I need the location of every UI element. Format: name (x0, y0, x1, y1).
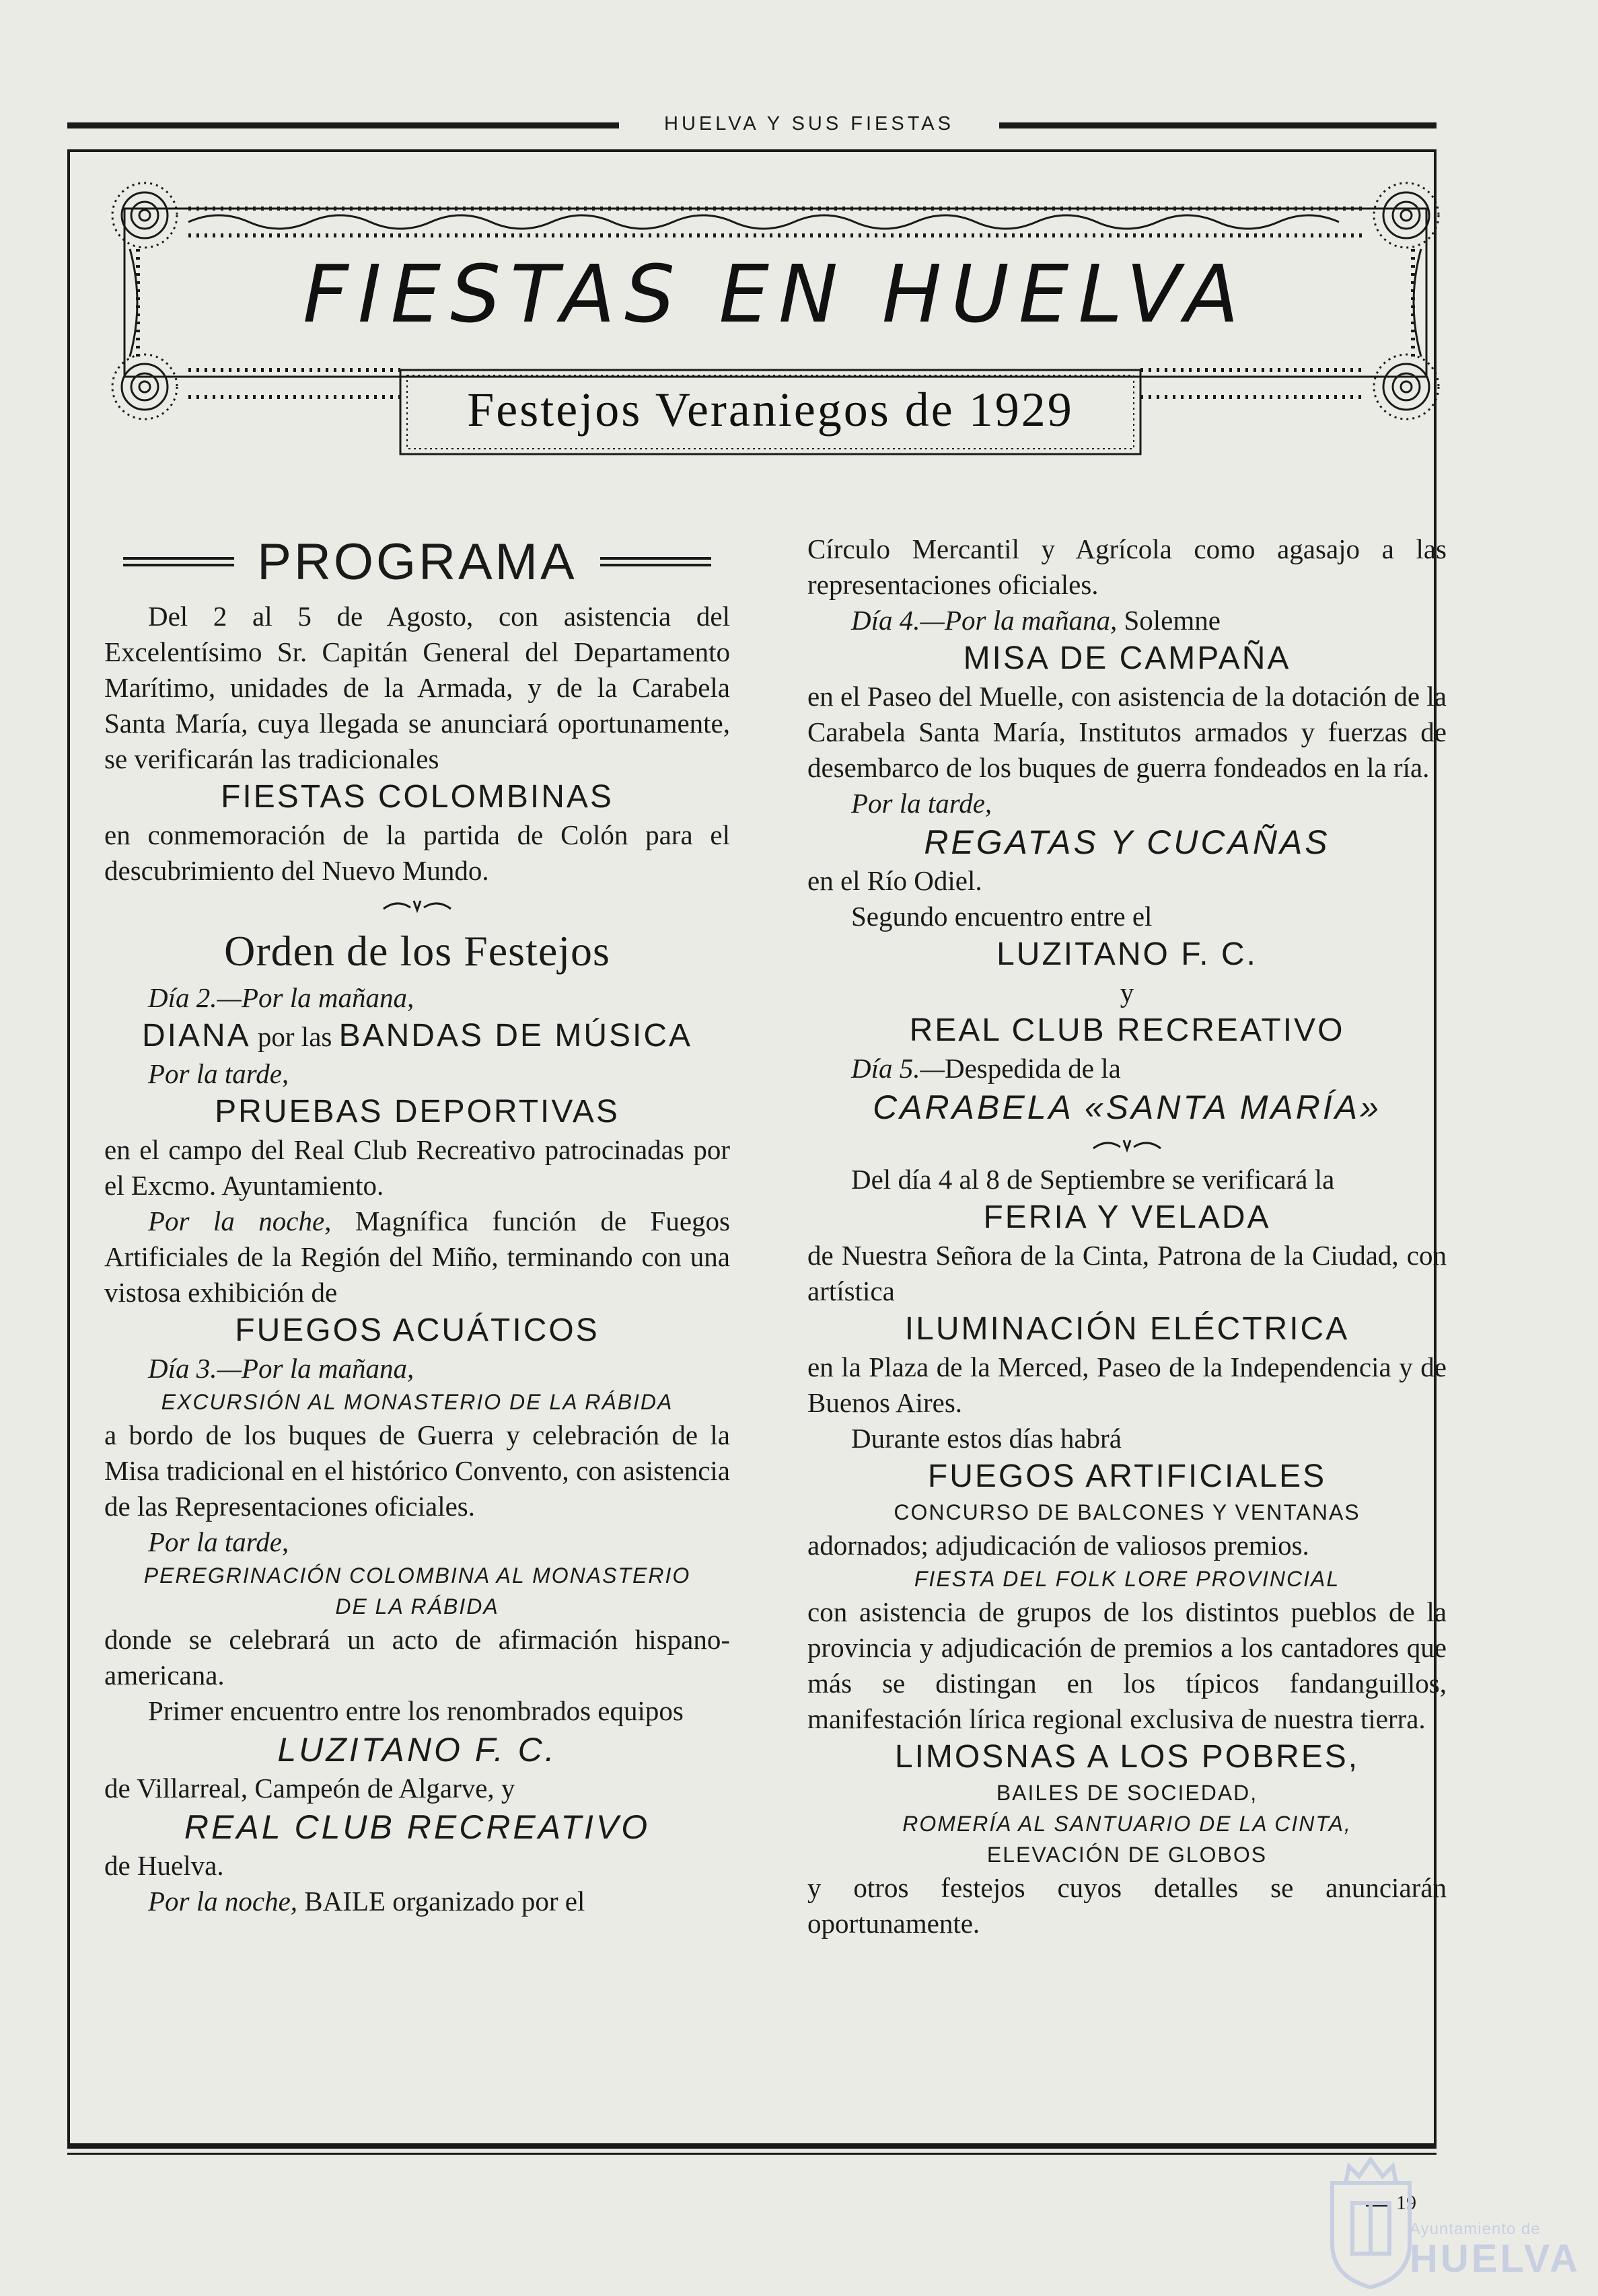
durante-line: Durante estos días habrá (851, 1423, 1122, 1454)
bordo-paragraph: a bordo de los buques de Guerra y celebración de la Misa tradicional en el histórico Convento, con asistencia de las Representaciones oficiales. (104, 1419, 730, 1522)
dia4-tail: Solemne (1124, 605, 1221, 636)
conmemoracion-paragraph: en conmemoración de la partida de Colón para el descubrimiento del Nuevo Mundo. (104, 819, 730, 886)
y-line: y (1120, 977, 1134, 1008)
flourish-icon (1090, 1135, 1164, 1155)
intro-paragraph: Del 2 al 5 de Agosto, con asistencia del Excelentísimo Sr. Capitán General del Departamento Marítimo, unidades de la Armada, y de la Carabela Santa María, cuya llegada se anunciará oportunamente, se verificarán las tradicionales (104, 601, 730, 774)
iluminacion-heading: ILUMINACIÓN ELÉCTRICA (904, 1311, 1350, 1347)
programa-title: PROGRAMA (257, 533, 577, 591)
right-column (807, 531, 1447, 1941)
circulo-paragraph: Círculo Mercantil y Agrícola como agasajo a las representaciones oficiales. (807, 533, 1447, 600)
double-rule-left (123, 557, 234, 566)
baile-text: BAILE organizado por el (304, 1886, 585, 1917)
noche-paragraph (104, 1203, 730, 1310)
carabela-heading: CARABELA «SANTA MARÍA» (873, 1088, 1381, 1126)
noche-text: Magnífica función de Fuegos Artificiales de la Región del Miño, terminando con una vistosa exhibición de (104, 1206, 731, 1308)
dia4-lead: Día 4.—Por la mañana, (851, 605, 1118, 636)
diana-connector: por las (257, 1021, 332, 1052)
limosnas-heading: LIMOSNAS A LOS POBRES, (894, 1739, 1360, 1775)
otros-paragraph: y otros festejos cuyos detalles se anunciarán oportunamente. (807, 1872, 1447, 1939)
watermark-text (1410, 2220, 1581, 2279)
watermark-big: HUELVA (1410, 2237, 1581, 2281)
header-rule-left (67, 122, 619, 128)
double-rule-right (600, 557, 711, 566)
tarde-line-2: Por la tarde, (148, 1526, 289, 1557)
pruebas-heading: PRUEBAS DEPORTIVAS (215, 1094, 620, 1130)
bandas-words: BANDAS DE MÚSICA (338, 1018, 693, 1053)
tarde-line-1: Por la tarde, (148, 1058, 289, 1089)
running-header (67, 113, 1437, 140)
fiestas-colombinas-heading: FIESTAS COLOMBINAS (221, 779, 614, 815)
tarde-line-right: Por la tarde, (851, 788, 992, 819)
header-rule-right (999, 122, 1437, 128)
baile-lead: Por la noche, (148, 1886, 298, 1917)
misa-heading: MISA DE CAMPAÑA (963, 640, 1291, 676)
adornados-line: adornados; adjudicación de valiosos premios. (807, 1530, 1309, 1561)
dia4-line (807, 603, 1447, 638)
real-club-heading-right: REAL CLUB RECREATIVO (909, 1012, 1345, 1048)
title-banner (104, 168, 1447, 464)
page-number: 19 (1396, 2192, 1416, 2214)
footer-rule-thin (67, 2153, 1437, 2155)
orden-heading: Orden de los Festejos (224, 927, 610, 975)
noche-lead: Por la noche, (148, 1206, 332, 1236)
concurso-heading: CONCURSO DE BALCONES Y VENTANAS (894, 1500, 1360, 1524)
city-seal-icon (1319, 2156, 1423, 2291)
luzitano-heading-left: LUZITANO F. C. (277, 1731, 557, 1769)
peregrinacion-line-2: DE LA RÁBIDA (335, 1594, 499, 1619)
feria-heading: FERIA Y VELADA (983, 1199, 1271, 1235)
romeria-heading: ROMERÍA AL SANTUARIO DE LA CINTA, (902, 1812, 1352, 1836)
running-header-title: HUELVA Y SUS FIESTAS (664, 113, 954, 135)
nuestra-paragraph: de Nuestra Señora de la Cinta, Patrona de la Ciudad, con artística (807, 1240, 1447, 1306)
footer-rule (67, 2146, 1437, 2149)
main-title: FIESTAS EN HUELVA (302, 248, 1249, 340)
luzitano-heading-right: LUZITANO F. C. (996, 936, 1258, 972)
villarreal-line: de Villarreal, Campeón de Algarve, y (104, 1773, 515, 1804)
folk-heading: FIESTA DEL FOLK LORE PROVINCIAL (914, 1567, 1340, 1591)
baile-line (104, 1884, 730, 1919)
de-huelva-line: de Huelva. (104, 1850, 224, 1881)
dia5-lead: Día 5.— (851, 1053, 945, 1084)
peregrinacion-line-1: PEREGRINACIÓN COLOMBINA AL MONASTERIO (143, 1563, 691, 1588)
septiembre-line: Del día 4 al 8 de Septiembre se verificará la (851, 1164, 1335, 1195)
donde-paragraph: donde se celebrará un acto de afirmación hispano-americana. (104, 1624, 730, 1691)
programa-heading (104, 531, 730, 592)
dia2-line: Día 2.—Por la mañana, (148, 982, 414, 1013)
watermark-small: Ayuntamiento de (1410, 2220, 1541, 2238)
flourish-icon (380, 895, 454, 916)
campo-paragraph: en el campo del Real Club Recreativo patrocinadas por el Excmo. Ayuntamiento. (104, 1134, 730, 1201)
fuegos-artificiales-heading: FUEGOS ARTIFICIALES (927, 1458, 1327, 1494)
paseo-paragraph: en el Paseo del Muelle, con asistencia de la dotación de la Carabela Santa María, Institutos armados y fuerzas de desembarco de los buques de guerra fondeados en la ría. (807, 681, 1447, 783)
segundo-line: Segundo encuentro entre el (851, 901, 1153, 932)
excursion-heading: EXCURSIÓN AL MONASTERIO DE LA RÁBIDA (161, 1390, 674, 1414)
fuegos-acuaticos-heading: FUEGOS ACUÁTICOS (235, 1312, 600, 1348)
subtitle: Festejos Veraniegos de 1929 (467, 383, 1074, 437)
real-club-heading-left: REAL CLUB RECREATIVO (184, 1808, 651, 1846)
dia5-line (807, 1051, 1447, 1086)
diana-word: DIANA (141, 1018, 251, 1053)
left-column (104, 531, 730, 1919)
grupos-paragraph: con asistencia de grupos de los distintos pueblos de la provincia y adjudicación de premios a los cantadores que más se distingan en los típicos fandanguillos, manifestación lírica regional exclusiva de nuestra tierra. (807, 1596, 1447, 1734)
bailes-heading: BAILES DE SOCIEDAD, (996, 1781, 1258, 1805)
globos-heading: ELEVACIÓN DE GLOBOS (986, 1843, 1268, 1867)
primer-paragraph: Primer encuentro entre los renombrados equipos (148, 1695, 684, 1726)
dia3-line: Día 3.—Por la mañana, (148, 1353, 414, 1384)
regatas-heading: REGATAS Y CUCAÑAS (924, 823, 1330, 861)
rio-line: en el Río Odiel. (807, 865, 982, 896)
dia5-tail: Despedida de la (944, 1053, 1121, 1084)
diana-line (104, 1016, 730, 1056)
plaza-paragraph: en la Plaza de la Merced, Paseo de la Independencia y de Buenos Aires. (807, 1351, 1447, 1418)
